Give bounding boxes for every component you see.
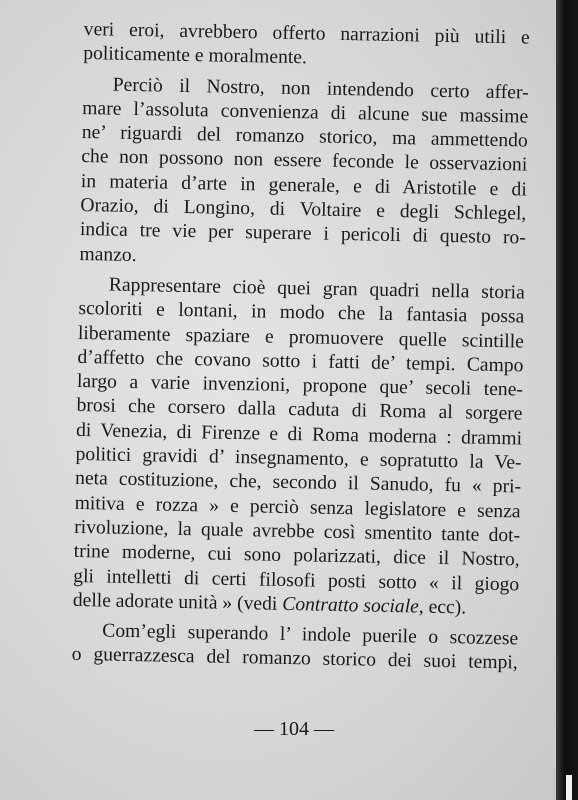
text-line: brosi che corsero dalla caduta di Roma al sorgere <box>76 395 523 425</box>
text-line: mitiva e rozza » e perciò senza legislatore e senza <box>74 492 521 523</box>
text-line: gli intelletti di certi filosofi posti sotto « il giogo <box>73 565 520 595</box>
text-line: politicamente e moralmente. <box>83 43 308 69</box>
book-spine-shadow <box>556 0 578 800</box>
text-line-segment: delle adorate unità » (vedi <box>72 589 283 615</box>
text-line: in materia d’arte in generale, e di Aristotile e di <box>80 170 527 201</box>
text-line: rivoluzione, la quale avrebbe così smentito tante dot- <box>74 516 521 547</box>
text-line: indica tre vie per superare i pericoli di questo ro- <box>79 219 527 249</box>
text-line: Perciò il Nostro, non intendendo certo affer- <box>112 74 529 104</box>
text-line: scoloriti e lontani, in modo che la fantasia possa <box>78 298 525 328</box>
text-line: o guerrazzesca del romanzo storico dei suoi tempi, <box>71 644 518 674</box>
text-line: politici gravidi d’ insegnamento, e sopratutto la Ve- <box>75 443 522 474</box>
text-line: veri eroi, avrebbero offerto narrazioni più utili e <box>83 18 530 49</box>
text-line: trine moderne, cui sono polarizzati, dice il Nostro, <box>73 541 520 571</box>
body-text <box>72 18 530 676</box>
text-line-segment: , ecc). <box>418 596 467 619</box>
text-line: Orazio, di Longino, di Voltaire e degli Schlegel, <box>80 195 527 225</box>
text-line: che non possono non essere feconde le osservazioni <box>81 146 528 177</box>
edge-highlight <box>566 775 572 800</box>
text-line: di Venezia, di Firenze e di Roma moderna : drammi <box>75 419 523 450</box>
text-line: liberamente spaziare e promuovere quelle scintille <box>77 322 525 353</box>
text-line: Rappresentare cioè quei gran quadri nella storia <box>108 274 526 304</box>
text-line: d’affetto che covano sotto i fatti de’ tempi. Campo <box>77 346 524 377</box>
italic-title: Contratto sociale <box>282 593 420 618</box>
text-line: mare l’assoluta convenienza di alcune sue massime <box>82 97 529 128</box>
text-line: ne’ riguardi del romanzo storico, ma ammettendo <box>81 122 528 152</box>
text-line: largo a varie invenzioni, propone que’ secoli tene- <box>76 371 524 401</box>
text-line: neta costituzione, che, secondo il Sanudo, fu « pri- <box>74 468 522 498</box>
text-line: manzo. <box>79 243 137 266</box>
page-number: — 104 — <box>254 718 334 740</box>
text-line: Com’egli superando l’ indole puerile o scozzese <box>102 620 519 650</box>
